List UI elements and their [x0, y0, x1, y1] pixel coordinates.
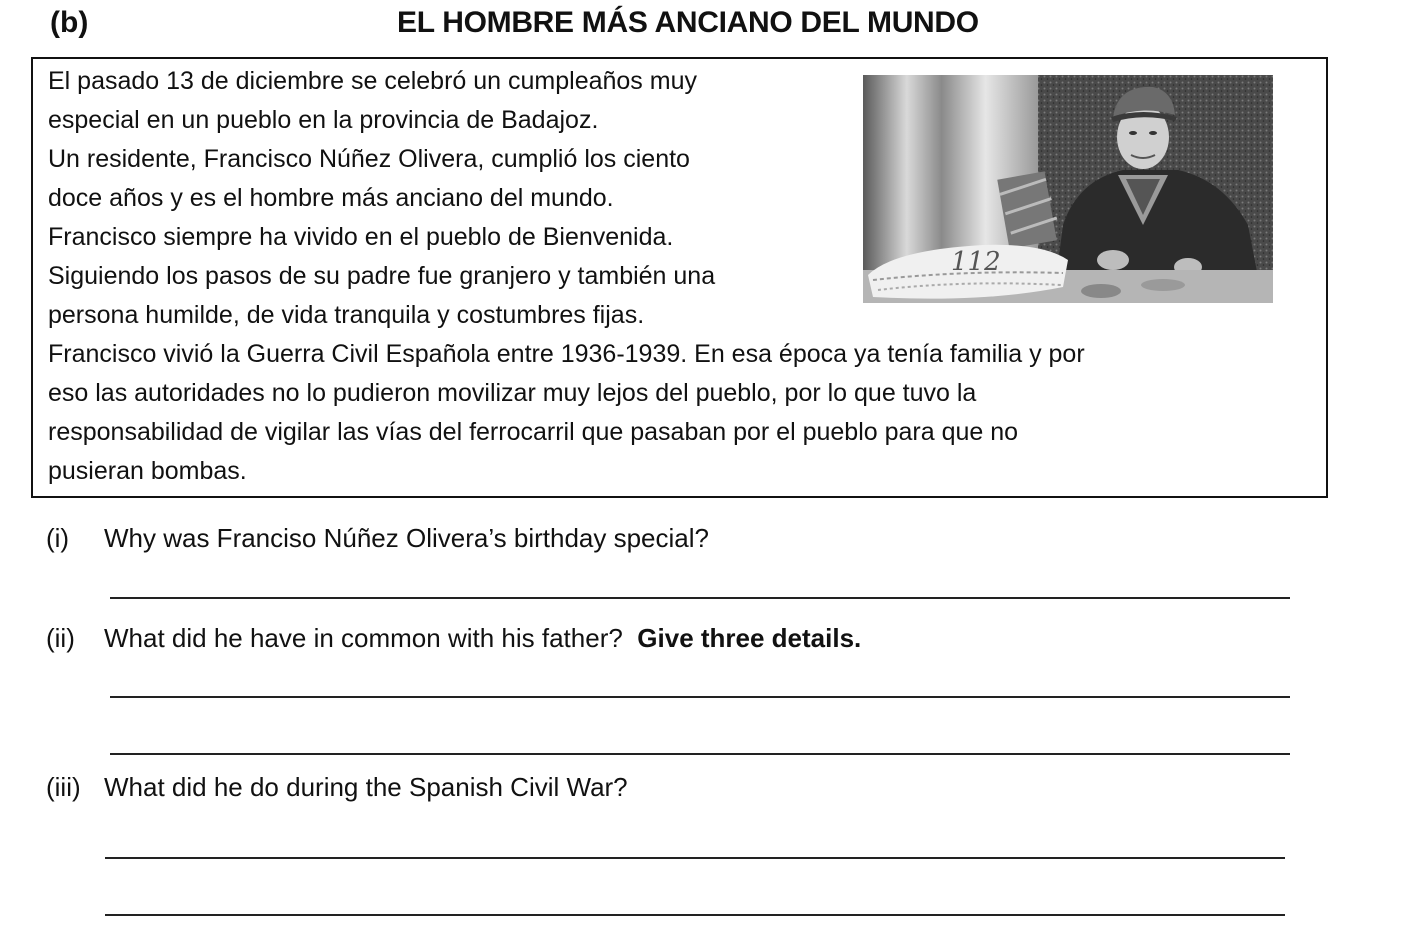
question-iii	[46, 772, 628, 803]
answer-line[interactable]	[110, 597, 1290, 599]
passage-line: Francisco siempre ha vivido en el pueblo de Bienvenida.	[48, 223, 674, 251]
question-emphasis: Give three details.	[637, 623, 862, 653]
question-ii	[46, 623, 861, 654]
question-i	[46, 523, 709, 554]
question-number: (ii)	[46, 623, 75, 653]
answer-line[interactable]	[105, 857, 1285, 859]
question-number: (i)	[46, 523, 70, 553]
passage-line: doce años y es el hombre más anciano del mundo.	[48, 184, 614, 212]
passage-box	[31, 57, 1328, 498]
answer-line[interactable]	[110, 753, 1290, 755]
passage-line: pusieran bombas.	[48, 457, 247, 485]
question-number: (iii)	[46, 772, 81, 802]
passage-line: eso las autoridades no lo pudieron movilizar muy lejos del pueblo, por lo que tuvo la	[48, 379, 977, 407]
passage-line: El pasado 13 de diciembre se celebró un cumpleaños muy	[48, 67, 697, 95]
passage-line: Francisco vivió la Guerra Civil Española entre 1936-1939. En esa época ya tenía familia y por	[48, 340, 1085, 368]
cake-number: 112	[951, 247, 1001, 277]
question-text: What did he do during the Spanish Civil War?	[104, 772, 628, 802]
answer-line[interactable]	[105, 914, 1285, 916]
question-text: What did he have in common with his father?	[104, 623, 623, 653]
page-title: EL HOMBRE MÁS ANCIANO DEL MUNDO	[397, 6, 979, 39]
passage-line: Un residente, Francisco Núñez Olivera, cumplió los ciento	[48, 145, 690, 173]
answer-line[interactable]	[110, 696, 1290, 698]
passage-line: persona humilde, de vida tranquila y costumbres fijas.	[48, 301, 645, 329]
question-text: Why was Franciso Núñez Olivera’s birthday special?	[104, 523, 709, 553]
passage-line: Siguiendo los pasos de su padre fue granjero y también una	[48, 262, 716, 290]
passage-line: especial en un pueblo en la provincia de Badajoz.	[48, 106, 599, 134]
elderly-man-birthday-photo	[863, 75, 1273, 303]
passage-line: responsabilidad de vigilar las vías del ferrocarril que pasaban por el pueblo para que no	[48, 418, 1019, 446]
section-label: (b)	[50, 6, 89, 39]
